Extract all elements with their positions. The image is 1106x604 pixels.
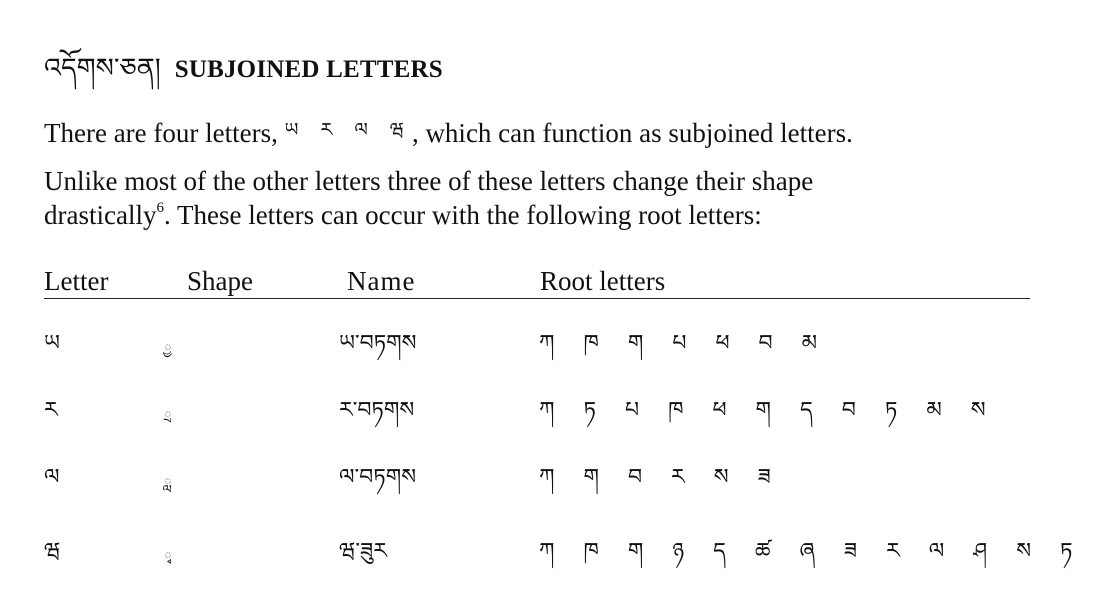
row-root-letters: ཀ ག བ ར ས ཟ xyxy=(539,465,782,490)
paragraph-intro xyxy=(44,113,853,150)
row-name: ཝ་ཟུར xyxy=(339,539,387,564)
row-letter: ར xyxy=(44,398,58,423)
table-row xyxy=(44,385,1064,435)
header-name: Name xyxy=(347,266,416,296)
row-root-letters: ཀ ཁ ག པ ཕ བ མ xyxy=(539,331,829,356)
row-shape: ྲ xyxy=(164,408,172,424)
table-row xyxy=(44,526,1084,576)
row-letter: ཝ xyxy=(44,539,61,564)
paragraph-shape-line2 xyxy=(44,198,762,232)
row-shape: ྭ xyxy=(164,549,172,565)
row-root-letters: ཀ ཁ ག ཉ ད ཚ ཞ ཟ ར ལ ཤ ས ཏ xyxy=(539,539,1084,564)
header-shape: Shape xyxy=(187,266,253,296)
paragraph-shape-line2-before: drastically xyxy=(44,200,157,230)
row-name: ལ་བཏགས xyxy=(339,465,417,490)
paragraph-shape-line1: Unlike most of the other letters three of these letters change their shape xyxy=(44,166,814,196)
section-heading xyxy=(44,38,443,114)
row-letter: ལ xyxy=(44,465,60,490)
heading-tibetan-text: འདོགས་ཅན། xyxy=(44,53,161,84)
table-header xyxy=(44,266,1030,299)
footnote-marker: 6 xyxy=(156,200,164,216)
paragraph-shape-line2-after: . These letters can occur with the following root letters: xyxy=(163,200,762,230)
header-root-letters: Root letters xyxy=(540,266,666,296)
paragraph-intro-before: There are four letters, xyxy=(44,118,285,148)
row-letter: ཡ xyxy=(44,331,60,356)
paragraph-intro-letters: ཡ ར ལ ཝ xyxy=(284,119,412,141)
row-name: ཡ་བཏགས xyxy=(339,331,417,356)
row-name: ར་བཏགས xyxy=(339,398,415,423)
header-letter: Letter xyxy=(44,266,109,296)
paragraph-intro-after: , which can function as subjoined letters. xyxy=(411,118,853,148)
table-row xyxy=(44,318,1064,368)
row-shape: ླ xyxy=(164,475,172,491)
heading-title: SUBJOINED LETTERS xyxy=(174,56,443,83)
row-root-letters: ཀ ཏ པ ཁ ཕ ག ད བ ཏ མ ས xyxy=(539,398,997,423)
table-row xyxy=(44,452,1064,502)
row-shape: ྱ xyxy=(164,341,172,357)
